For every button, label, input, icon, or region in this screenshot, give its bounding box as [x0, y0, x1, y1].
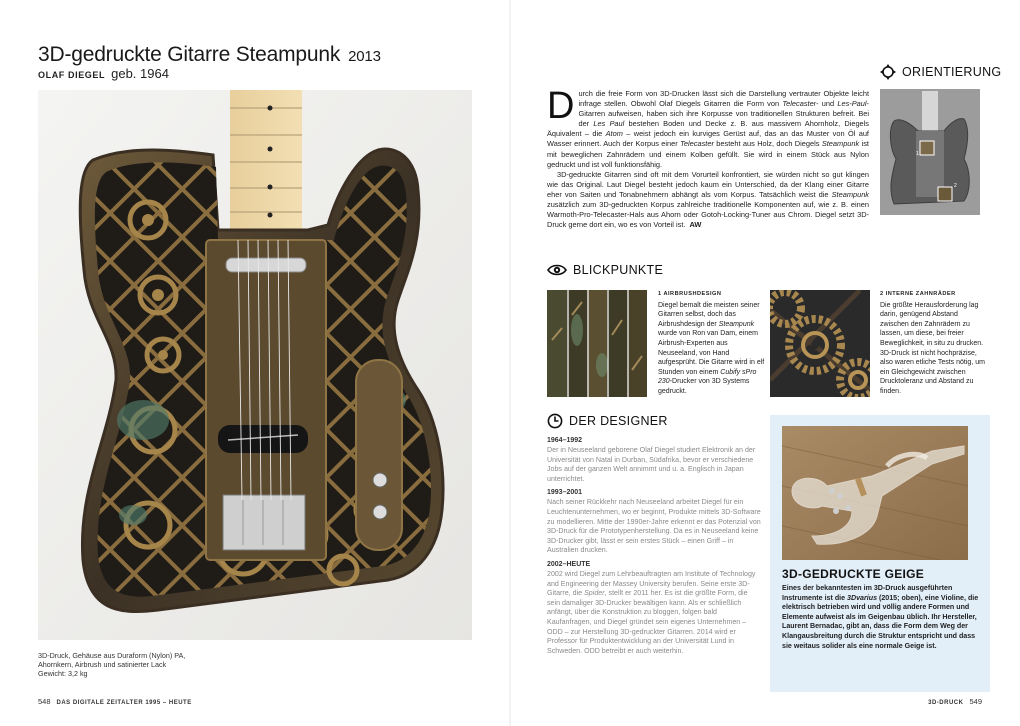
highlights-heading	[547, 263, 663, 277]
era-years: 2002–HEUTE	[547, 560, 591, 568]
era-text: Nach seiner Rückkehr nach Neuseeland arbeitet Diegel für ein Leuchtenunternehmen, wo er beginnt, Produkte mittels 3D-Software zu modellieren. Mitte der 1990er-Jahre erkennt er das Potenzial von 3D-Druck für die Prototypenherstellung. Da es in Neuseeland keine 3D-Drucker gibt, lässt er sein erstes Stück – einen Griff – in Australien drucken.	[547, 498, 761, 555]
dropcap: D	[547, 85, 575, 127]
highlight-2-label: 2 INTERNE ZAHNRÄDER	[880, 291, 956, 297]
page-number: 549	[969, 697, 982, 706]
orientation-heading	[880, 64, 1001, 80]
era-years: 1964–1992	[547, 437, 583, 444]
highlight-1	[658, 290, 766, 397]
airbrush-closeup	[547, 290, 647, 397]
intro-paragraph-2: 3D-gedruckte Gitarren sind oft mit dem Vorurteil konfrontiert, sie würden nicht so gut klingen wie das Original. Laut Diegel besteht jedoch kaum ein Unterschied, da der Klang einer Gitarre eher von Saiten und Tonabnehmern abhängt als vom Korpus. Tatsächlich weist die Steampunk zusätzlich zum 3D-gedruckten Korpus zahlreiche traditionelle Komponenten auf, wie z. B. einen Warmoth-Pro-Telecaster-Hals aus Ahorn oder Gotoh-Locking-Tuner aus Chrom. Diegel setzt 3D-Druck gerne dort ein, wo es von Vorteil ist.	[547, 169, 869, 230]
highlight-2-text: Die größte Herausforderung lag darin, genügend Abstand zwischen den Zahnrädern zu lassen, um diese, bei freier Beweglichkeit, in situ zu drucken. 3D-Druck ist nicht hochpräzise, also waren etliche Tests nötig, um ein Gleichgewicht zwischen Drucktoleranz und Abstand zu finden.	[880, 301, 985, 395]
detail-image-airbrush	[547, 290, 647, 397]
author-initials: AW	[689, 220, 702, 230]
designer-heading	[547, 413, 668, 429]
designer-line	[38, 66, 169, 81]
folio-right	[928, 697, 982, 706]
eye-icon	[547, 263, 567, 277]
guitar-illustration	[38, 90, 472, 640]
sidebar-title: 3D-GEDRUCKTE GEIGE	[782, 567, 925, 581]
page-gutter	[509, 0, 511, 726]
clock-icon	[547, 413, 563, 429]
timeline-era	[547, 437, 762, 484]
highlight-1-text: Diegel bemalt die meisten seiner Gitarren selbst, doch das Airbrushdesign der Steampunk wurde von Ron van Dam, einem Airbrush-Experten aus Neuseeland, von Hand aufgesprüht. Die Gitarre wird in elf Stunden von einem Cubify sPro 230-Drucker von 3D Systems gedruckt.	[658, 301, 765, 395]
author-name: OLAF DIEGEL	[38, 70, 106, 80]
page-number: 548	[38, 697, 51, 706]
running-head: DAS DIGITALE ZEITALTER 1995 – HEUTE	[56, 700, 192, 706]
article-title	[38, 43, 381, 67]
designer-heading-text: DER DESIGNER	[569, 414, 668, 428]
timeline-era	[547, 489, 762, 556]
detail-image-gears	[770, 290, 870, 397]
marker-1: 1	[916, 151, 919, 157]
timeline-era	[547, 561, 762, 656]
caption-line: Ahornkern, Airbrush und satinierter Lack	[38, 660, 167, 669]
era-text: Der in Neuseeland geborene Olaf Diegel studiert Elektronik an der Universität von Natal in Durban, Südafrika, bevor er verschiedene Jobs auf der ganzen Welt annimmt und u. a. Englisch in Japan unterrichtet.	[547, 446, 756, 483]
intro-text	[547, 85, 869, 230]
caption-line: 3D-Druck, Gehäuse aus Duraform (Nylon) PA,	[38, 651, 186, 660]
highlight-2	[880, 290, 988, 397]
designer-timeline	[547, 437, 762, 661]
highlights-heading-text: BLICKPUNKTE	[573, 263, 664, 277]
caption-line: Gewicht: 3,2 kg	[38, 669, 88, 678]
highlight-1-label: 1 AIRBRUSHDESIGN	[658, 291, 722, 297]
running-head: 3D-DRUCK	[928, 700, 964, 706]
photo-caption	[38, 651, 238, 678]
orientation-icon	[880, 64, 896, 80]
marker-2: 2	[954, 183, 957, 189]
intro-paragraph-1: urch die freie Form von 3D-Drucken lässt sich die Darstellung vertrauter Objekte leicht infrage stellen. Obwohl Olaf Diegels Gitarren die Form von Telecaster- und Les-Paul-Gitarren aufweisen, haben sich ihre Korpusse von traditionellen Strukturen befreit. Bei der Les Paul bestehen Boden und Decke z. B. aus massivem Ahornholz, Diegels Äquivalent – die Atom – weist jedoch ein kurviges Gerüst auf, das an das Muster von Öl auf Wasser erinnert. Auch der Korpus einer Telecaster besteht aus Holz, doch Diegels Steampunk ist mit beweglichen Zahnrädern und einem Kolben gefüllt. Sie wird in einem Stück aus Nylon gedruckt und ist voll funktionsfähig.	[547, 89, 869, 169]
era-years: 1993–2001	[547, 489, 583, 497]
title-text: 3D-gedruckte Gitarre Steampunk	[38, 43, 341, 66]
sidebar-text: Eines der bekanntesten im 3D-Druck ausgeführten Instrumente ist die 3Dvarius (2015; oben), eine Violine, die elektrisch betrieben wird und völlig andere Formen und Elemente aufweist als im Geigenbau üblich. Ihr Hersteller, Laurent Bernadac, gibt an, dass die Form dem Weg der Klangausbreitung durch die Struktur entspricht und dass sie weitaus solider als eine normale Geige ist.	[782, 584, 979, 650]
era-text: 2002 wird Diegel zum Lehrbeauftragten am Institute of Technology and Engineering der Massey University berufen. Seine erste 3D-Gitarre, die Spider, stellt er 2011 her. Es ist die größte Form, die sein damaliger 3D-Drucker bewältigen kann. Als er schließlich anfängt, über die Konstruktion zu bloggen, folgen bald Kaufanfragen, und Diegel gründet sein eigenes Unternehmen – ODD – zur Herstellung 3D-gedruckter Gitarren. 2014 wird er Professor für Produktentwicklung an der Universität Lund in Schweden. ODD betreibt er auch weiterhin.	[547, 569, 756, 655]
guitar-thumbnail-illustration	[880, 89, 980, 215]
hero-guitar-photo	[38, 90, 472, 640]
folio-left	[38, 697, 192, 706]
orientation-thumbnail	[880, 89, 980, 215]
author-born: geb. 1964	[111, 66, 169, 81]
violin-photo	[782, 426, 968, 560]
title-year: 2013	[348, 48, 381, 65]
orientation-heading-text: ORIENTIERUNG	[902, 65, 1002, 79]
violin-illustration	[782, 426, 968, 560]
gears-closeup	[770, 290, 870, 397]
